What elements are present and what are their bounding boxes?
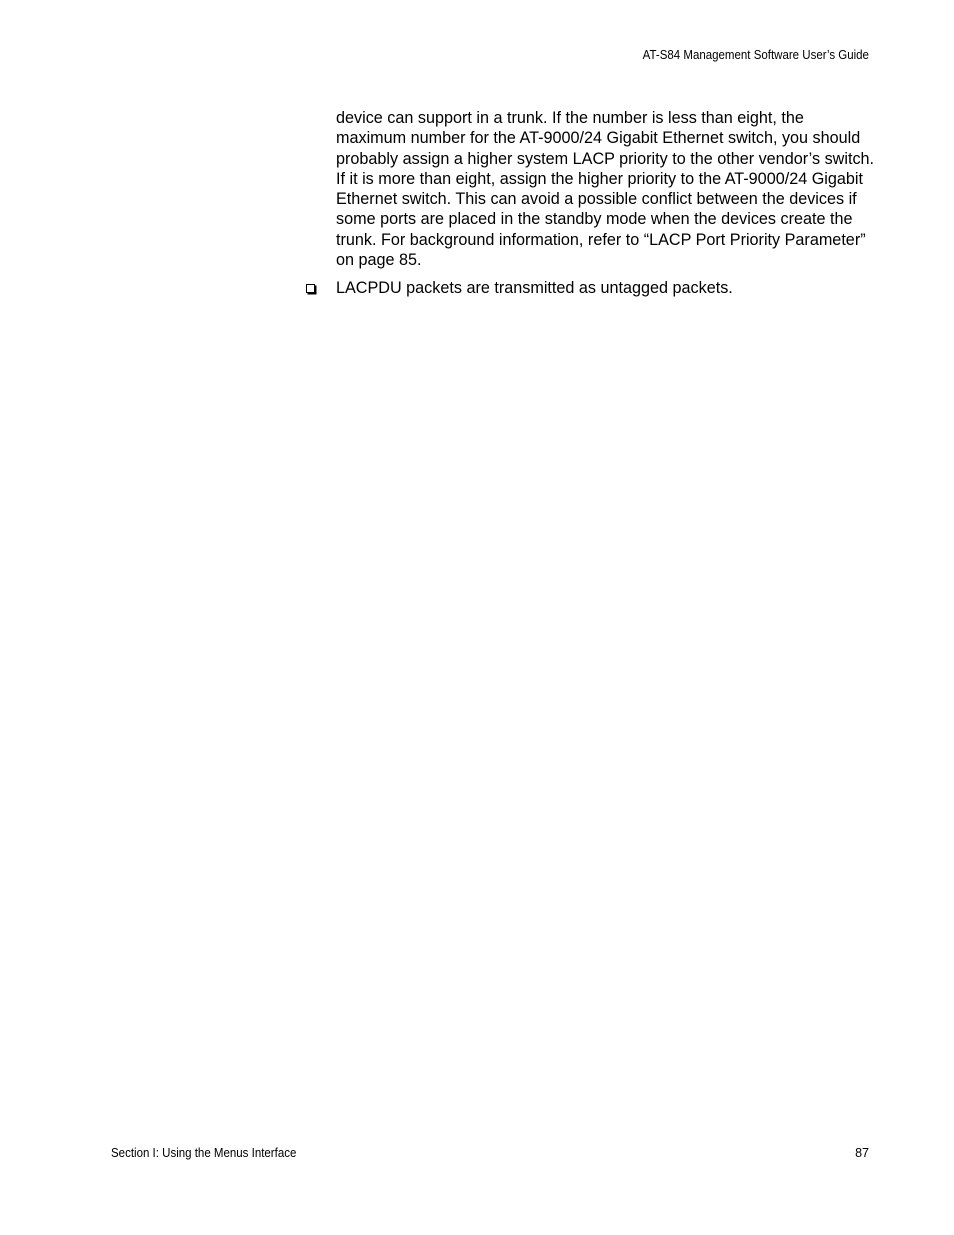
checkbox-bullet-icon <box>306 284 315 293</box>
list-item-text: LACPDU packets are transmitted as untagged packets. <box>336 279 733 297</box>
page-number: 87 <box>855 1146 869 1160</box>
footer-section-title: Section I: Using the Menus Interface <box>111 1146 297 1160</box>
body-paragraph: device can support in a trunk. If the number is less than eight, the maximum number for the AT-9000/24 Gigabit Ethernet switch, you should probably assign a higher system LACP priority to the other vendor’s switch. If it is more than eight, assign the higher priority to the AT-9000/24 Gigabit Ethernet switch. This can avoid a possible conflict between the devices if some ports are placed in the standby mode when the devices create the trunk. For background information, refer to “LACP Port Priority Parameter” on page 85. <box>336 109 875 270</box>
running-header: AT-S84 Management Software User’s Guide <box>642 48 869 62</box>
